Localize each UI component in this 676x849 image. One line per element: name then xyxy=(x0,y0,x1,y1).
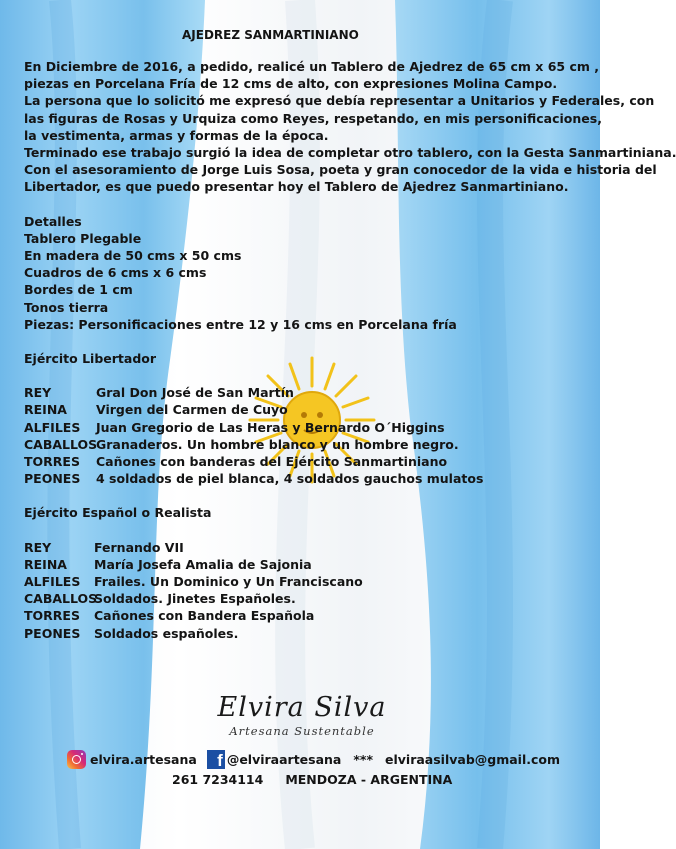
details-heading: Detalles xyxy=(24,213,82,229)
piece-description: Juan Gregorio de Las Heras y Bernardo O´Higgins xyxy=(96,419,445,435)
ejercito-espanol-heading: Ejército Español o Realista xyxy=(24,505,212,521)
piece-row xyxy=(24,470,584,487)
details-item: Piezas: Personificaciones entre 12 y 16 cms en Porcelana fría xyxy=(24,316,457,332)
piece-name: REINA xyxy=(24,556,67,572)
ejercito-libertador-heading: Ejército Libertador xyxy=(24,351,157,367)
piece-description: Cañones con Bandera Española xyxy=(94,608,315,624)
phone-number[interactable]: 261 7234114 xyxy=(172,772,264,787)
intro-paragraph xyxy=(24,58,676,196)
instagram-icon[interactable] xyxy=(67,750,86,769)
piece-row xyxy=(24,384,584,401)
location-text: MENDOZA - ARGENTINA xyxy=(285,772,453,787)
piece-row xyxy=(24,453,584,470)
signature-block xyxy=(0,692,600,738)
signature-name: Elvira Silva xyxy=(217,692,387,723)
piece-row xyxy=(24,607,584,624)
piece-description: María Josefa Amalia de Sajonia xyxy=(94,556,312,572)
piece-description: Gral Don José de San Martín xyxy=(96,385,294,401)
piece-description: Frailes. Un Dominico y Un Franciscano xyxy=(94,574,363,590)
details-item: Bordes de 1 cm xyxy=(24,282,133,298)
intro-line: piezas en Porcelana Fría de 12 cms de alto, con expresiones Molina Campo. xyxy=(24,76,558,92)
details-item: Tablero Plegable xyxy=(24,230,142,246)
document-title: AJEDREZ SANMARTINIANO xyxy=(182,28,359,42)
instagram-handle[interactable]: elvira.artesana xyxy=(90,752,197,767)
piece-row xyxy=(24,590,584,607)
facebook-handle[interactable]: @elviraartesana xyxy=(226,752,342,767)
piece-row xyxy=(24,625,584,642)
document-body xyxy=(24,28,676,642)
piece-row xyxy=(24,556,584,573)
piece-name: PEONES xyxy=(24,625,81,641)
details-item: En madera de 50 cms x 50 cms xyxy=(24,248,242,264)
piece-description: 4 soldados de piel blanca, 4 soldados gauchos mulatos xyxy=(96,471,484,487)
piece-name: CABALLOS xyxy=(24,591,98,607)
ejercito-libertador-section xyxy=(24,350,584,487)
piece-name: TORRES xyxy=(24,454,80,470)
piece-row xyxy=(24,401,584,418)
piece-description: Cañones con banderas del Ejército Sanmartiniano xyxy=(96,454,448,470)
intro-line: Libertador, es que puedo presentar hoy el Tablero de Ajedrez Sanmartiniano. xyxy=(24,179,569,195)
signature-subtitle: Artesana Sustentable xyxy=(229,724,375,738)
piece-name: CABALLOS xyxy=(24,436,98,452)
intro-line: En Diciembre de 2016, a pedido, realicé un Tablero de Ajedrez de 65 cm x 65 cm , xyxy=(24,59,599,74)
contact-separator: *** xyxy=(353,752,373,767)
piece-description: Soldados españoles. xyxy=(94,625,239,641)
intro-line: las figuras de Rosas y Urquiza como Reyes, respetando, en mis personificaciones, xyxy=(24,110,602,126)
email-address[interactable]: elviraasilvab@gmail.com xyxy=(385,752,561,767)
piece-description: Virgen del Carmen de Cuyo xyxy=(96,402,288,418)
contact-row-phone xyxy=(172,772,452,787)
intro-line: Con el asesoramiento de Jorge Luis Sosa, poeta y gran conocedor de la vida e historia del xyxy=(24,162,657,178)
details-item: Tonos tierra xyxy=(24,299,109,315)
contact-row-social xyxy=(67,750,560,769)
piece-row xyxy=(24,419,584,436)
piece-description: Granaderos. Un hombre blanco y un hombre negro. xyxy=(96,436,459,452)
details-section xyxy=(24,213,584,333)
piece-name: REINA xyxy=(24,402,67,418)
piece-name: REY xyxy=(24,385,52,401)
piece-row xyxy=(24,539,584,556)
piece-name: TORRES xyxy=(24,608,80,624)
piece-name: ALFILES xyxy=(24,419,81,435)
piece-name: PEONES xyxy=(24,471,81,487)
piece-row xyxy=(24,436,584,453)
piece-name: REY xyxy=(24,539,52,555)
facebook-icon[interactable]: f xyxy=(207,750,225,769)
piece-name: ALFILES xyxy=(24,574,81,590)
intro-line: Terminado ese trabajo surgió la idea de completar otro tablero, con la Gesta Sanmartiniana. xyxy=(24,145,676,161)
intro-line: la vestimenta, armas y formas de la época. xyxy=(24,127,329,143)
ejercito-espanol-section xyxy=(24,504,584,641)
details-item: Cuadros de 6 cms x 6 cms xyxy=(24,265,207,281)
piece-description: Soldados. Jinetes Españoles. xyxy=(94,591,296,607)
piece-description: Fernando VII xyxy=(94,539,184,555)
intro-line: La persona que lo solicitó me expresó que debía representar a Unitarios y Federales, con xyxy=(24,93,655,109)
piece-row xyxy=(24,573,584,590)
